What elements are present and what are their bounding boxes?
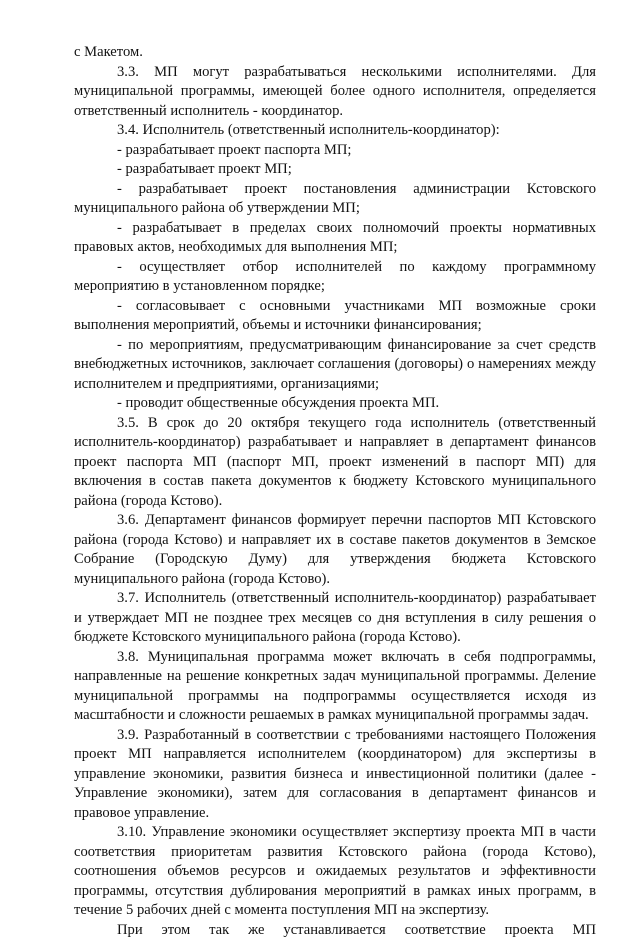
- paragraph-3-7: 3.7. Исполнитель (ответственный исполнитель-координатор) разрабатывает и утверждает МП не позднее трех месяцев со дня вступления в силу решения о бюджете Кстовского муниципального района (города Кстово).: [74, 589, 596, 648]
- paragraph-3-3: 3.3. МП могут разрабатываться несколькими исполнителями. Для муниципальной программы, имеющей более одного исполнителя, определяется ответственный исполнитель - координатор.: [74, 63, 596, 122]
- paragraph-3-10: 3.10. Управление экономики осуществляет экспертизу проекта МП в части соответствия приоритетам развития Кстовского района (города Кстово), соотношения объемов ресурсов и ожидаемых результатов и эффективности программы, отсутствия дублирования мероприятий в рамках иных программ, в течение 5 рабочих дней с момента поступления МП на экспертизу.: [74, 823, 596, 921]
- paragraph-continuation: с Макетом.: [74, 43, 596, 63]
- list-item-agreements: - по мероприятиям, предусматривающим финансирование за счет средств внебюджетных источников, заключает соглашения (договоры) о намерениях между исполнителем и предприятиями, организациями;: [74, 336, 596, 395]
- list-item-legal-acts: - разрабатывает в пределах своих полномочий проекты нормативных правовых актов, необходимых для выполнения МП;: [74, 219, 596, 258]
- list-item-resolution: - разрабатывает проект постановления администрации Кстовского муниципального района об утверждении МП;: [74, 180, 596, 219]
- list-item-selection: - осуществляет отбор исполнителей по каждому программному мероприятию в установленном порядке;: [74, 258, 596, 297]
- paragraph-3-9: 3.9. Разработанный в соответствии с требованиями настоящего Положения проект МП направляется исполнителем (координатором) для экспертизы в управление экономики, развития бизнеса и инвестиционной политики (далее - Управление экономики), затем для согласования в департамент финансов и правовое управление.: [74, 726, 596, 824]
- paragraph-3-5: 3.5. В срок до 20 октября текущего года исполнитель (ответственный исполнитель-координатор) разрабатывает и направляет в департамент финансов проект паспорта МП (паспорт МП, проект изменений в паспорт МП) для включения в состав пакета документов к бюджету Кстовского муниципального района (города Кстово).: [74, 414, 596, 512]
- paragraph-3-6: 3.6. Департамент финансов формирует перечни паспортов МП Кстовского района (города Кстово) и направляет их в составе пакетов документов в Земское Собрание (Городскую Думу) для утверждения бюджета Кстовского муниципального района (города Кстово).: [74, 511, 596, 589]
- list-item-discussion: - проводит общественные обсуждения проекта МП.: [74, 394, 596, 414]
- paragraph-final: При этом так же устанавливается соответствие проекта МП: [74, 921, 596, 940]
- paragraph-3-4: 3.4. Исполнитель (ответственный исполнитель-координатор):: [74, 121, 596, 141]
- list-item-coordination: - согласовывает с основными участниками МП возможные сроки выполнения мероприятий, объемы и источники финансирования;: [74, 297, 596, 336]
- list-item-project: - разрабатывает проект МП;: [74, 160, 596, 180]
- paragraph-3-8: 3.8. Муниципальная программа может включать в себя подпрограммы, направленные на решение конкретных задач муниципальной программы. Деление муниципальной программы на подпрограммы осуществляется исходя из масштабности и сложности решаемых в рамках муниципальной программы задач.: [74, 648, 596, 726]
- document-page: [74, 43, 596, 940]
- list-item-passport: - разрабатывает проект паспорта МП;: [74, 141, 596, 161]
